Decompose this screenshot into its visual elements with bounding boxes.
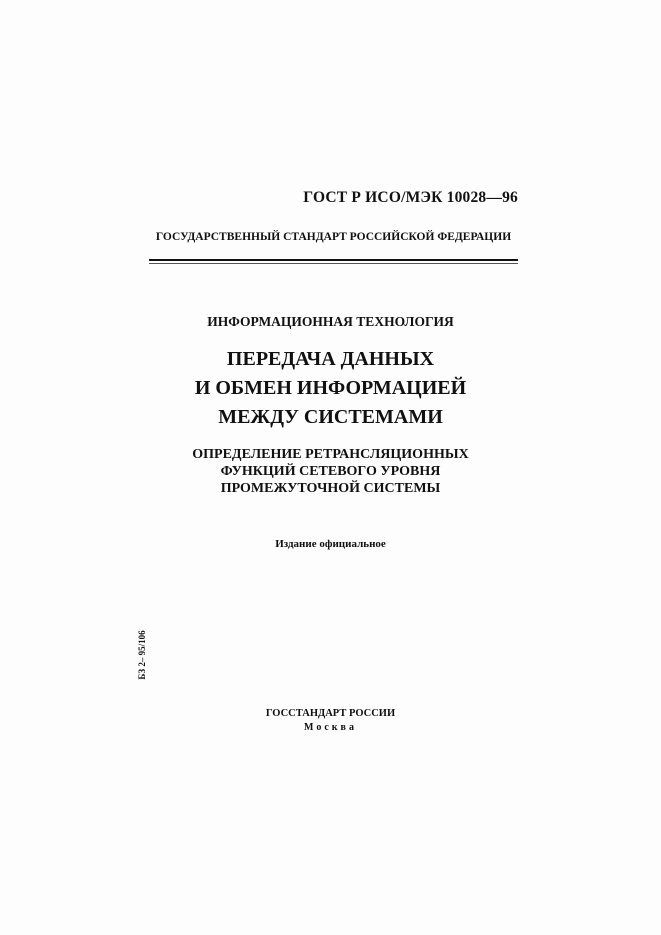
subtitle-line: ОПРЕДЕЛЕНИЕ РЕТРАНСЛЯЦИОННЫХ [192,447,469,462]
gov-standard-heading: ГОСУДАРСТВЕННЫЙ СТАНДАРТ РОССИЙСКОЙ ФЕДЕРАЦИИ [155,231,512,243]
main-title-line: ПЕРЕДАЧА ДАННЫХ [226,348,435,370]
category-heading: ИНФОРМАЦИОННАЯ ТЕХНОЛОГИЯ [207,314,454,329]
subtitle-line: ПРОМЕЖУТОЧНОЙ СИСТЕМЫ [220,481,441,496]
publisher-name: ГОССТАНДАРТ РОССИИ [265,708,396,719]
main-title-line: И ОБМЕН ИНФОРМАЦИЕЙ [194,377,467,399]
publisher-city: Москва [304,722,357,733]
side-catalog-code: БЗ 2– 95/106 [137,630,147,680]
main-title-line: МЕЖДУ СИСТЕМАМИ [218,406,443,428]
subtitle-line: ФУНКЦИЙ СЕТЕВОГО УРОВНЯ [220,464,441,479]
standard-number: ГОСТ Р ИСО/МЭК 10028—96 [303,189,518,206]
header-rule-thin [149,263,518,264]
subtitle [0,446,661,497]
edition-label: Издание официальное [275,538,386,550]
header-rule [149,259,518,261]
main-title [0,345,661,432]
